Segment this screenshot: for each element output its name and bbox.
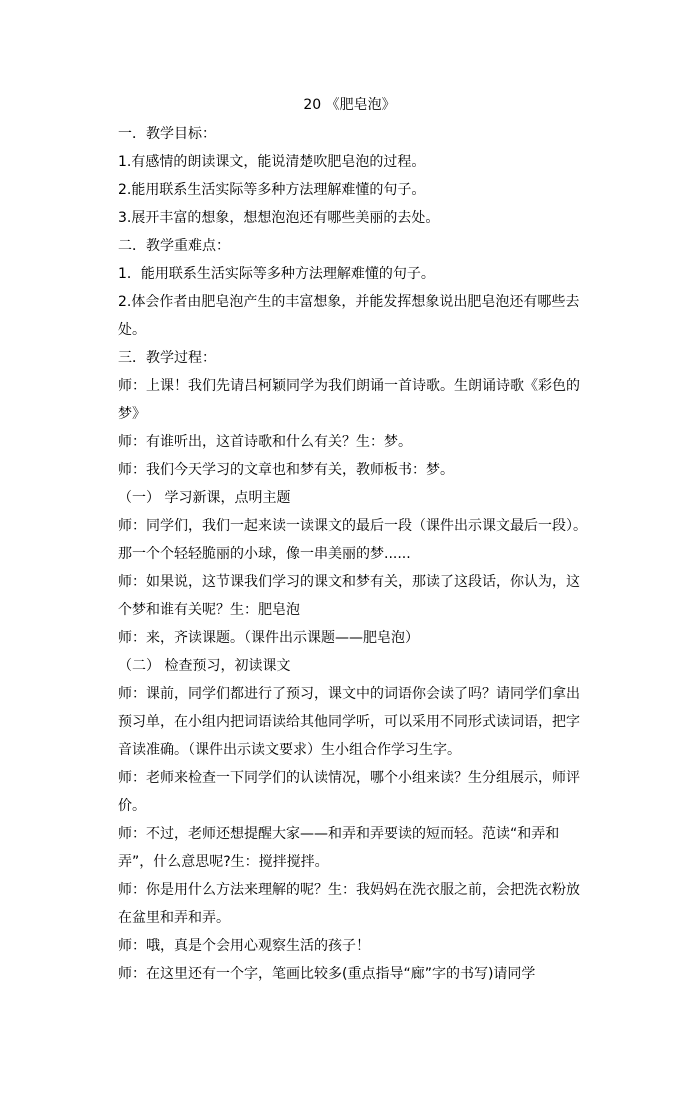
paragraph: 师：同学们，我们一起来读一读课文的最后一段（课件出示课文最后一段）。那一个个轻轻脆丽的小球，像一串美丽的梦...... (118, 518, 587, 562)
paragraph: 师：上课！我们先请吕柯颖同学为我们朗诵一首诗歌。生朗诵诗歌《彩色的梦》 (118, 378, 580, 422)
paragraph: 师：在这里还有一个字，笔画比较多(重点指导“廊”字的书写)请同学 (118, 966, 536, 982)
section-heading: 一．教学目标： (118, 126, 216, 142)
paragraph: 师：来，齐读课题。（课件出示课题——肥皂泡） (118, 630, 419, 646)
paragraph: 师：有谁听出，这首诗歌和什么有关？生：梦。 (118, 434, 412, 450)
subsection-heading: （一） 学习新课，点明主题 (118, 490, 291, 506)
paragraph: 3.展开丰富的想象，想想泡泡还有哪些美丽的去处。 (118, 210, 440, 226)
document-title: 20 《肥皂泡》 (303, 97, 396, 113)
paragraph: 师：哦，真是个会用心观察生活的孩子！ (118, 938, 370, 954)
document-body (118, 120, 588, 988)
paragraph: 师：我们今天学习的文章也和梦有关，教师板书：梦。 (118, 462, 454, 478)
subsection-heading: （二） 检查预习，初读课文 (118, 658, 291, 674)
paragraph: 师：如果说，这节课我们学习的课文和梦有关，那读了这段话，你认为，这个梦和谁有关呢？生：肥皂泡 (118, 574, 580, 618)
paragraph: 1．能用联系生活实际等多种方法理解难懂的句子。 (118, 266, 435, 282)
paragraph: 2.体会作者由肥皂泡产生的丰富想象，并能发挥想象说出肥皂泡还有哪些去处。 (118, 294, 580, 338)
paragraph: 师：课前，同学们都进行了预习，课文中的词语你会读了吗？请同学们拿出预习单，在小组内把词语读给其他同学听，可以采用不同形式读词语，把字音读准确。（课件出示读文要求）生小组合作学习生字。 (118, 686, 580, 758)
paragraph: 师：老师来检查一下同学们的认读情况，哪个小组来读？生分组展示，师评价。 (118, 770, 580, 814)
paragraph: 1.有感情的朗读课文，能说清楚吹肥皂泡的过程。 (118, 154, 426, 170)
paragraph: 师：你是用什么方法来理解的呢？生：我妈妈在洗衣服之前，会把洗衣粉放在盆里和弄和弄。 (118, 882, 580, 926)
paragraph: 2.能用联系生活实际等多种方法理解难懂的句子。 (118, 182, 426, 198)
section-heading: 三．教学过程： (118, 350, 216, 366)
section-heading: 二．教学重难点： (118, 238, 230, 254)
paragraph: 师：不过，老师还想提醒大家——和弄和弄要读的短而轻。范读“和弄和弄”，什么意思呢?生：搅拌搅拌。 (118, 826, 560, 870)
